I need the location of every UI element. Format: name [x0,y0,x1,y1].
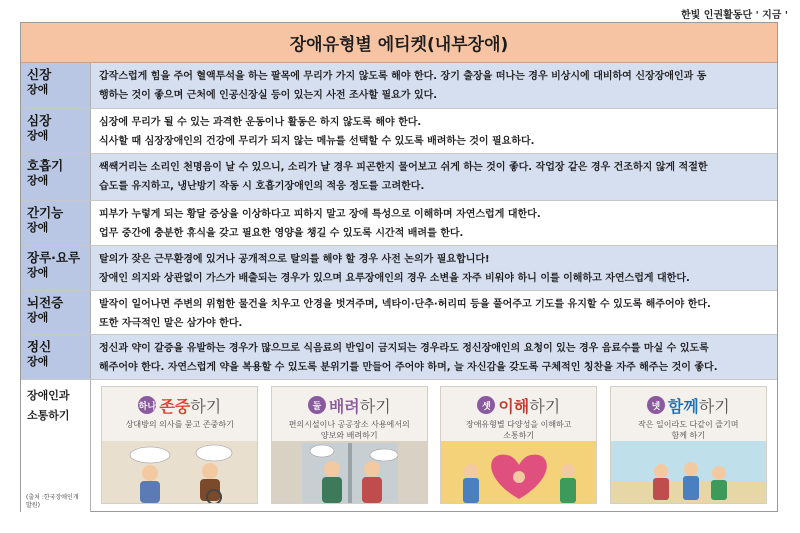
table-row [21,335,777,380]
description-cell [91,246,777,290]
card-together [610,386,767,504]
description-line: 식사할 때 심장장애인의 건강에 무리가 되지 않는 메뉴를 선택할 수 있도록 배려하는 것이 필요하다. [99,136,535,147]
description-cell [91,335,777,379]
category-sublabel: 장애 [27,311,49,324]
category-label: 신장 [27,67,52,82]
category-label: 정신 [27,339,52,354]
description-cell [91,154,777,200]
description-line: 갑작스럽게 힘을 주어 혈액투석을 하는 팔목에 무리가 가지 않도록 해야 한다. 장기 출장을 떠나는 경우 비상시에 대비하여 신장장애인과 동 [99,71,707,82]
card-consideration [271,386,428,504]
category-sublabel: 장애 [27,174,49,187]
page-title: 장애유형별 에티켓(내부장애) [21,23,777,63]
description-cell [91,291,777,334]
card-respect [101,386,258,504]
category-sublabel: 장애 [27,221,49,234]
category-sublabel: 장애 [27,266,49,279]
card-title [498,394,560,417]
description-cell [91,63,777,108]
card-subtitle: 작은 일이라도 다같이 즐기며 [638,420,739,429]
card-header [272,391,427,419]
category-cell [21,154,91,200]
description-line: 쌕쌕거리는 소리인 천명음이 날 수 있으니, 소리가 날 경우 피곤한지 물어보고 쉬게 하는 것이 좋다. 작업장 같은 경우 건조하지 않게 적절한 [99,162,708,173]
card-list [91,380,777,512]
category-label: 심장 [27,113,52,128]
category-sublabel: 장애 [27,355,49,368]
number-badge: 셋 [477,396,495,414]
number-badge: 하나 [138,396,156,414]
card-subtitle: 편의시설이나 공공장소 사용에서의 [288,420,410,429]
card-subtitle: 소통하기 [503,431,535,440]
table-row [21,63,777,109]
category-sublabel: 장애 [27,129,49,142]
category-cell [21,63,91,108]
description-line: 탈의가 잦은 근무환경에 있거나 공개적으로 탈의를 해야 할 경우 사전 논의가 필요합니다! [99,254,490,265]
description-line: 업무 중간에 충분한 휴식을 갖고 필요한 영양을 챙길 수 있도록 시간적 배려를 한다. [99,228,464,239]
category-sublabel: 장애 [27,83,49,96]
category-cell [21,109,91,153]
table-row [21,291,777,335]
description-line: 장애인 의지와 상관없이 가스가 배출되는 경우가 있으며 요루장애인의 경우 소변을 자주 비워야 하니 이를 이해하고 자연스럽게 대한다. [99,273,690,284]
card-subtitle: 상대방의 의사를 묻고 존중하기 [125,420,234,429]
source-note [26,494,79,510]
card-understanding [440,386,597,504]
card-subtitle: 함께 하기 [671,431,705,440]
card-keyword-suffix: 하기 [529,396,561,416]
source-line: (출처 :한국장애인개 [26,494,79,501]
card-keyword-suffix: 하기 [698,396,730,416]
table-row [21,109,777,154]
people-illustration [272,441,428,503]
table-row [21,246,777,291]
category-label: 뇌전증 [27,295,64,310]
card-keyword: 이해 [498,396,530,416]
description-line: 또한 자극적인 말은 삼가야 한다. [99,318,243,329]
category-label: 호흡기 [27,158,64,173]
description-line: 습도를 유지하고, 냉난방기 작동 시 호흡기장애인의 적응 정도를 고려한다. [99,181,425,192]
description-line: 행하는 것이 좋으며 근처에 인공신장실 등이 있는지 사전 조사할 필요가 있다. [99,90,438,101]
card-subtitle: 장애유형별 다양성을 이해하고 [465,420,572,429]
description-line: 해주어야 한다. 자연스럽게 약을 복용할 수 있도록 분위기를 만들어 주어야 하며, 늘 자신감을 갖도록 구체적인 칭찬을 자주 해주는 것이 좋다. [99,362,718,373]
description-line: 피부가 누렇게 되는 황달 증상을 이상하다고 피하지 말고 장애 특성으로 이해하며 자연스럽게 대한다. [99,209,541,220]
card-header [611,391,766,419]
description-cell [91,109,777,153]
card-header [102,391,257,419]
category-cell [21,246,91,290]
card-title [159,394,221,417]
card-header [441,391,596,419]
description-line: 정신과 약이 갈증을 유발하는 경우가 많으므로 식음료의 반입이 금지되는 경우라도 정신장애인의 요청이 있는 경우 음료수를 마실 수 있도록 [99,343,709,354]
organization-label: 한빛 인권활동단 ' 지금 ' [681,10,788,21]
description-line: 발작이 일어나면 주변의 위험한 물건을 치우고 안경을 벗겨주며, 넥타이·단추·허리띠 등을 풀어주고 기도를 유지할 수 있도록 해주어야 한다. [99,299,711,310]
category-cell [21,201,91,245]
etiquette-table [20,22,778,512]
category-sublabel: 소통하기 [27,409,70,422]
number-badge: 넷 [647,396,665,414]
source-line: 발원) [26,502,40,509]
card-keyword: 함께 [667,396,699,416]
communication-row [21,380,777,512]
table-row [21,154,777,201]
card-title [329,394,391,417]
category-label: 간기능 [27,205,64,220]
card-subtitle: 양보와 배려하기 [320,431,378,440]
description-cell [91,201,777,245]
category-cell [21,291,91,334]
card-title [668,394,730,417]
people-illustration [441,441,597,503]
card-keyword-suffix: 하기 [190,396,222,416]
category-label: 장루·요루 [27,250,81,265]
category-label: 장애인과 [27,389,70,402]
description-line: 심장에 무리가 될 수 있는 과격한 운동이나 활동은 하지 않도록 해야 한다. [99,117,422,128]
table-row [21,201,777,246]
category-cell [21,335,91,379]
card-keyword: 배려 [328,396,360,416]
people-illustration [611,441,767,503]
card-keyword-suffix: 하기 [359,396,391,416]
people-illustration [102,441,258,503]
category-cell [21,380,91,512]
number-badge: 둘 [308,396,326,414]
card-keyword: 존중 [159,396,191,416]
